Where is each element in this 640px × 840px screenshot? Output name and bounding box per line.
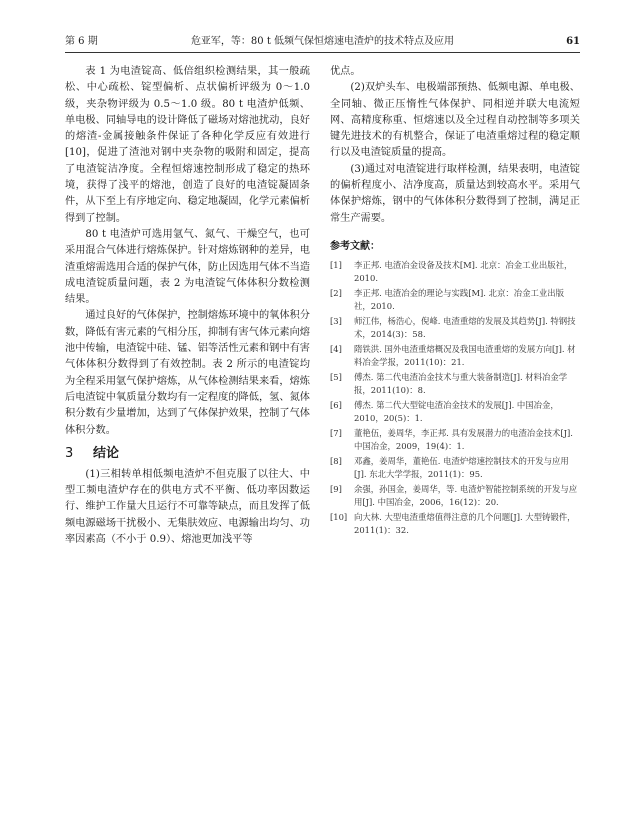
reference-text: 余强，孙国金，姜周华，等. 电渣炉智能控制系统的开发与应用[J]. 中国冶金，2006，16(12)：20. <box>354 483 578 508</box>
reference-index: [10] <box>330 511 348 522</box>
right-column <box>330 64 580 539</box>
conclusion-paragraph: (2)双炉头车、电极端部预热、低频电源、单电极、全同轴、微正压惰性气体保护、同相逆并联大电流短网、高精度称重、恒熔速以及全过程自动控制等多项关键先进技术的有机整合，保证了电渣重熔过程的稳定顺行以及电渣锭质量的提高。 <box>330 82 580 159</box>
reference-index: [5] <box>330 371 342 382</box>
body-paragraph: 通过良好的气体保护，控制熔炼环境中的氧体积分数，降低有害元素的气相分压，抑制有害气体元素向熔池中传输，电渣锭中硅、锰、铝等活性元素和钢中有害气体体积分数得到了有效控制。表 2 所示的电渣锭均为全程采用氩气保护熔炼，从气体检测结果来看，熔炼后电渣锭中氧质量分数均有一定程度的降低，氢、氮体积分数有少量增加，达到了气体保护效果，控制了气体体积分数。 <box>65 310 310 436</box>
issue-number: 第 6 期 <box>65 36 98 47</box>
running-header <box>65 34 580 50</box>
reference-index: [3] <box>330 315 342 326</box>
reference-list <box>330 259 580 538</box>
conclusion-paragraph: (3)通过对电渣锭进行取样检测，结果表明，电渣锭的偏析程度小、洁净度高，质量达到较高水平。采用气体保护熔炼，钢中的气体体积分数得到了控制，满足正常生产需要。 <box>330 163 580 224</box>
reference-item <box>330 259 580 286</box>
reference-text: 傅杰. 第二代大型锭电渣冶金技术的发展[J]. 中国冶金，2010，20(5)：1. <box>354 399 559 424</box>
reference-item <box>330 287 580 314</box>
left-column <box>65 64 310 548</box>
reference-index: [8] <box>330 455 342 466</box>
reference-index: [9] <box>330 483 342 494</box>
reference-item <box>330 343 580 370</box>
conclusion-paragraph: (1)三相转单相低频电渣炉不但克服了以往大、中型工频电渣炉存在的供电方式不平衡、低功率因数运行、维护工作量大且运行不可靠等缺点，而且发挥了低频电源磁场干扰极小、无集肤效应、电源输出均匀、功率因素高（不小于 0.9）、熔池更加浅平等 <box>65 468 310 546</box>
reference-text: 董艳伍，姜周华，李正邦. 具有发展潜力的电渣冶金技术[J]. 中国冶金，2009，19(4)：1. <box>354 427 573 452</box>
reference-text: 傅杰. 第二代电渣冶金技术与重大装备制造[J]. 材料冶金学报，2011(10)：8. <box>354 371 568 396</box>
reference-text: 师江伟，杨浩心，倪峰. 电渣重熔的发展及其趋势[J]. 特钢技术，2014(3)：58. <box>354 315 576 340</box>
references-heading: 参考文献： <box>330 240 380 252</box>
body-paragraph: 80 t 电渣炉可选用氩气、氮气、干燥空气，也可采用混合气体进行熔炼保护。针对熔炼钢种的差异，电渣重熔需选用合适的保护气体，防止因选用气体不当造成电渣锭质量问题，表 2 为电渣锭气体体积分数检测结果。 <box>65 228 310 306</box>
page-number: 61 <box>566 36 580 47</box>
reference-text: 李正邦. 电渣冶金设备及技术[M]. 北京：冶金工业出版社，2010. <box>354 259 573 284</box>
reference-item <box>330 427 580 454</box>
reference-text: 向大林. 大型电渣重熔值得注意的几个问题[J]. 大型铸锻件，2011(1)：32. <box>354 511 576 536</box>
section-number: 3 <box>65 445 74 461</box>
reference-item <box>330 399 580 426</box>
header-rule <box>65 52 580 53</box>
running-title: 危亚军，等：80 t 低频气保恒熔速电渣炉的技术特点及应用 <box>190 36 455 47</box>
reference-index: [2] <box>330 287 342 298</box>
reference-text: 邓鑫，姜周华，董艳伍. 电渣炉熔速控制技术的开发与应用[J]. 东北大学学报，2011(1)：95. <box>354 455 569 480</box>
reference-index: [4] <box>330 343 342 354</box>
reference-item <box>330 511 580 538</box>
reference-text: 隋铁洪. 国外电渣重熔概况及我国电渣重熔的发展方向[J]. 材料冶金学报，2011(10)：21. <box>354 343 576 368</box>
body-paragraph: 表 1 为电渣锭高、低倍组织检测结果，其一般疏松、中心疏松、锭型偏析、点状偏析评级为 0～1.0 级，夹杂物评级为 0.5～1.0 级。80 t 电渣炉低频、单电极、同轴导电的设计降低了磁场对熔池扰动，良好的熔渣-金属接触条件保证了各种化学反应有效进行[10]，促进了渣池对钢中夹杂物的吸附和固定，提高了电渣锭洁净度。全程恒熔速控制形成了稳定的热环境，获得了浅平的熔池，创造了良好的电渣锭凝固条件，从下至上有序地定向、稳定地凝固，化学元素偏析得到了控制。 <box>65 66 310 224</box>
section-heading <box>65 443 310 465</box>
reference-index: [1] <box>330 259 342 270</box>
reference-item <box>330 371 580 398</box>
reference-item <box>330 483 580 510</box>
section-title-text: 结论 <box>93 445 120 461</box>
reference-item <box>330 455 580 482</box>
reference-text: 李正邦. 电渣冶金的理论与实践[M]. 北京：冶金工业出版社，2010. <box>354 287 565 312</box>
reference-index: [6] <box>330 399 342 410</box>
reference-index: [7] <box>330 427 342 438</box>
body-paragraph: 优点。 <box>330 66 361 77</box>
reference-item <box>330 315 580 342</box>
